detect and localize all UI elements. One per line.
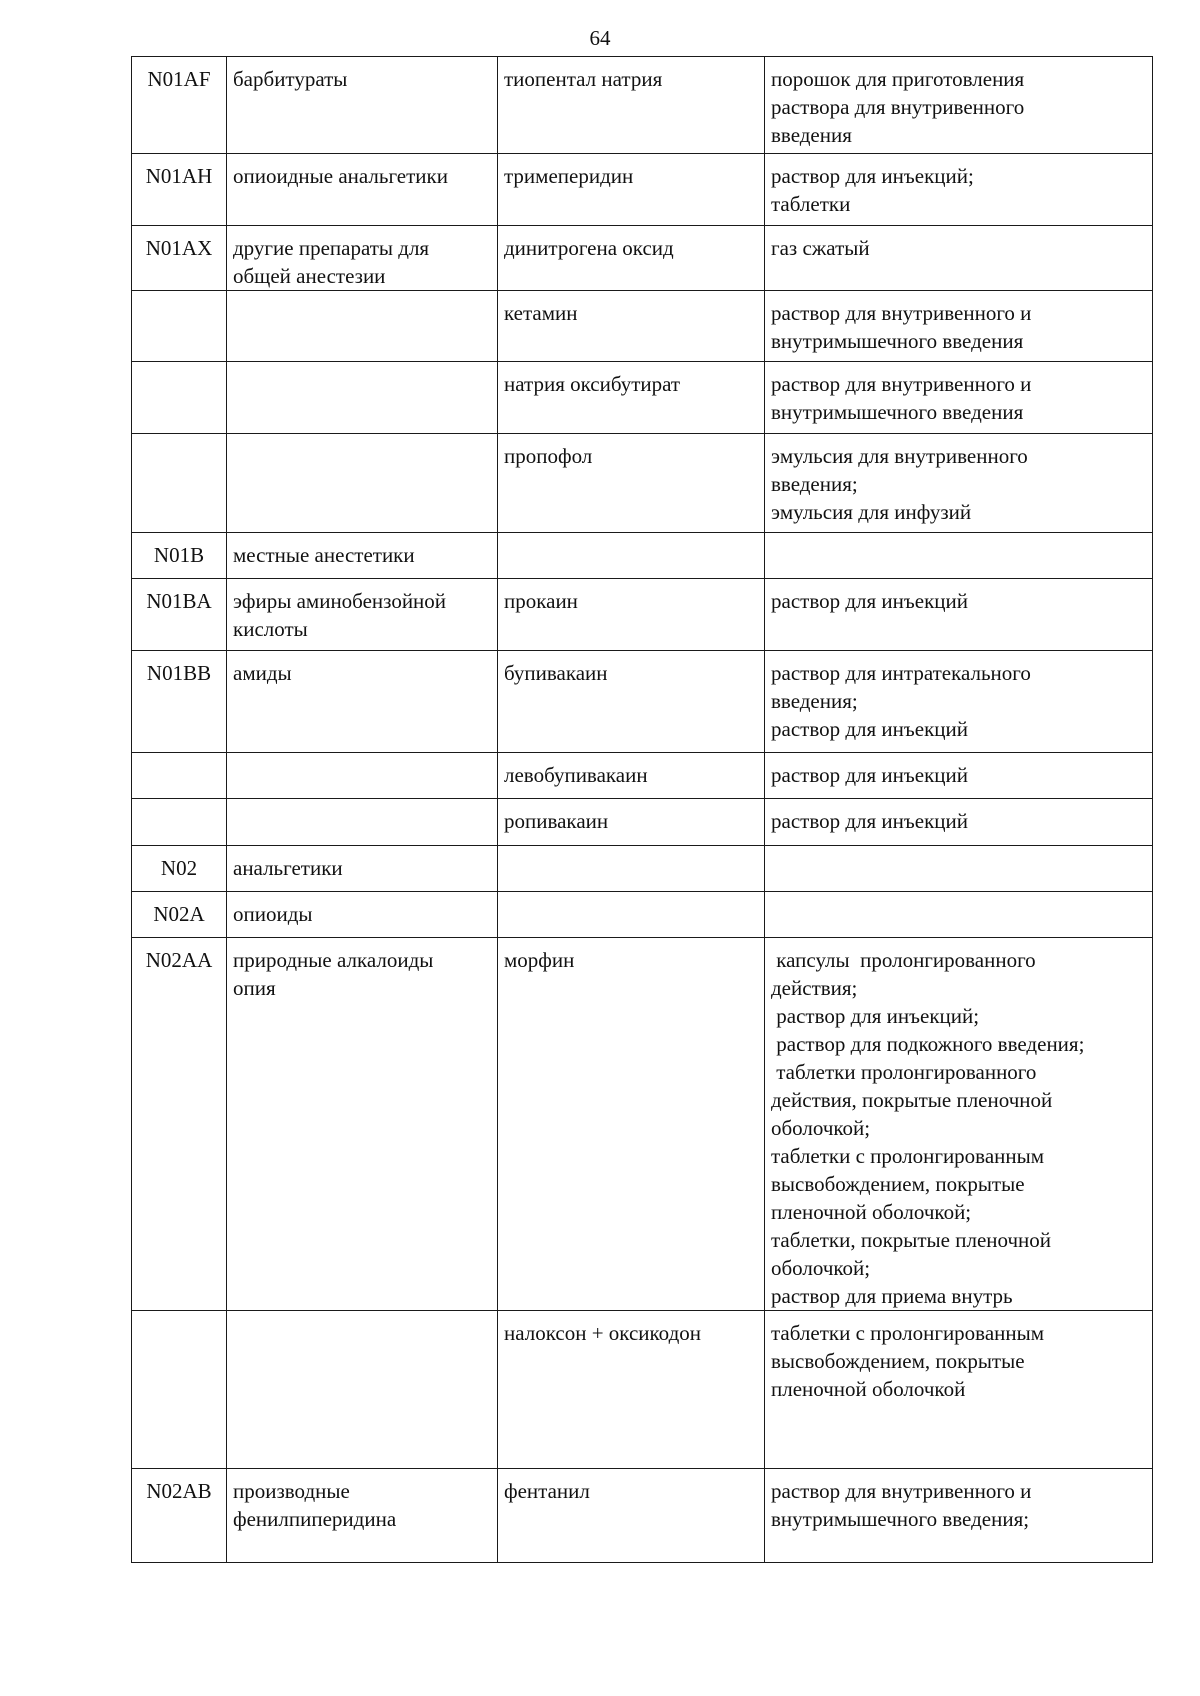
cell-line: раствор для инъекций; (771, 164, 974, 188)
cell-line: эфиры аминобензойной (233, 589, 447, 613)
dosage-form-cell (765, 533, 1153, 579)
group-cell (227, 434, 498, 533)
cell-line: таблетки с пролонгированным (771, 1321, 1045, 1345)
dosage-form-cell (765, 799, 1153, 846)
dosage-form-cell (765, 1311, 1153, 1469)
cell-line: барбитураты (233, 67, 348, 91)
dosage-form-cell (765, 226, 1153, 291)
cell-line: таблетки, покрытые пленочной (771, 1228, 1052, 1252)
code-cell (132, 291, 227, 362)
cell-line: кетамин (504, 301, 578, 325)
group-cell (227, 846, 498, 892)
cell-line: раствор для инъекций (771, 589, 968, 613)
cell-line: внутримышечного введения (771, 329, 1024, 353)
code-cell: N01BB (132, 651, 227, 753)
cell-line: раствор для инъекций (771, 809, 968, 833)
table-row (132, 57, 1153, 154)
drug-cell (498, 1469, 765, 1563)
cell-line: раствор для внутривенного и (771, 372, 1032, 396)
table-row (132, 579, 1153, 651)
cell-line: кислоты (233, 617, 308, 641)
cell-line: эмульсия для инфузий (771, 500, 972, 524)
code-cell (132, 799, 227, 846)
cell-line: эмульсия для внутривенного (771, 444, 1028, 468)
cell-line: раствор для инъекций (771, 763, 968, 787)
code-cell (132, 434, 227, 533)
cell-line: газ сжатый (771, 236, 870, 260)
cell-line: налоксон + оксикодон (504, 1321, 701, 1345)
table-row (132, 362, 1153, 434)
group-cell (227, 154, 498, 226)
code-cell: N02 (132, 846, 227, 892)
cell-line: введения; (771, 472, 858, 496)
drug-cell (498, 226, 765, 291)
cell-line: пропофол (504, 444, 593, 468)
cell-line: пленочной оболочкой (771, 1377, 966, 1401)
drug-cell (498, 938, 765, 1311)
cell-line: опиоидные анальгетики (233, 164, 448, 188)
cell-line: раствор для интратекального (771, 661, 1031, 685)
table-row (132, 154, 1153, 226)
group-cell (227, 362, 498, 434)
cell-line: местные анестетики (233, 543, 415, 567)
table-body (132, 57, 1153, 1563)
cell-line: левобупивакаин (504, 763, 648, 787)
table-row (132, 291, 1153, 362)
table-row (132, 753, 1153, 799)
drug-cell (498, 892, 765, 938)
drug-cell (498, 154, 765, 226)
cell-line: таблетки (771, 192, 851, 216)
cell-line: фентанил (504, 1479, 590, 1503)
dosage-form-cell (765, 57, 1153, 154)
cell-line: раствор для приема внутрь (771, 1284, 1013, 1308)
cell-line: фенилпиперидина (233, 1507, 397, 1531)
cell-line: раствор для внутривенного и (771, 1479, 1032, 1503)
cell-line: действия, покрытые пленочной (771, 1088, 1053, 1112)
cell-line: введения (771, 123, 852, 147)
code-cell: N01AF (132, 57, 227, 154)
cell-line: раствор для инъекций; (771, 1004, 980, 1028)
cell-line: опиоиды (233, 902, 313, 926)
dosage-form-cell (765, 651, 1153, 753)
drug-cell (498, 1311, 765, 1469)
code-cell: N01AX (132, 226, 227, 291)
cell-line: динитрогена оксид (504, 236, 674, 260)
cell-line: производные (233, 1479, 350, 1503)
table-row (132, 533, 1153, 579)
cell-line: анальгетики (233, 856, 343, 880)
table-row (132, 1311, 1153, 1469)
cell-line: оболочкой; (771, 1256, 871, 1280)
group-cell (227, 579, 498, 651)
drug-cell (498, 57, 765, 154)
dosage-form-cell (765, 753, 1153, 799)
table-row (132, 651, 1153, 753)
cell-line: таблетки пролонгированного (771, 1060, 1037, 1084)
group-cell (227, 226, 498, 291)
group-cell (227, 938, 498, 1311)
cell-line: введения; (771, 689, 858, 713)
cell-line: общей анестезии (233, 264, 386, 288)
code-cell: N01B (132, 533, 227, 579)
group-cell (227, 1469, 498, 1563)
table-row (132, 846, 1153, 892)
cell-line: внутримышечного введения (771, 400, 1024, 424)
dosage-form-cell (765, 846, 1153, 892)
cell-line: натрия оксибутират (504, 372, 681, 396)
drug-cell (498, 651, 765, 753)
page-number: 64 (589, 26, 611, 50)
code-cell (132, 362, 227, 434)
group-cell (227, 533, 498, 579)
cell-line: тиопентал натрия (504, 67, 663, 91)
table-row (132, 892, 1153, 938)
code-cell (132, 1311, 227, 1469)
cell-line: раствор для подкожного введения; (771, 1032, 1085, 1056)
cell-line: оболочкой; (771, 1116, 871, 1140)
code-cell: N02AA (132, 938, 227, 1311)
dosage-form-cell (765, 938, 1153, 1311)
cell-line: другие препараты для (233, 236, 430, 260)
code-cell: N01BA (132, 579, 227, 651)
cell-line: природные алкалоиды (233, 948, 434, 972)
group-cell (227, 57, 498, 154)
cell-line: ропивакаин (504, 809, 609, 833)
table-row (132, 434, 1153, 533)
dosage-form-cell (765, 892, 1153, 938)
cell-line: раствор для внутривенного и (771, 301, 1032, 325)
table-row (132, 226, 1153, 291)
dosage-form-cell (765, 291, 1153, 362)
table-row (132, 799, 1153, 846)
cell-line: порошок для приготовления (771, 67, 1025, 91)
group-cell (227, 799, 498, 846)
dosage-form-cell (765, 579, 1153, 651)
drug-cell (498, 533, 765, 579)
cell-line: капсулы пролонгированного (771, 948, 1036, 972)
cell-line: тримеперидин (504, 164, 634, 188)
cell-line: пленочной оболочкой; (771, 1200, 972, 1224)
dosage-form-cell (765, 154, 1153, 226)
code-cell: N01AH (132, 154, 227, 226)
code-cell: N02AB (132, 1469, 227, 1563)
code-cell: N02A (132, 892, 227, 938)
drug-cell (498, 434, 765, 533)
drug-cell (498, 799, 765, 846)
drug-cell (498, 291, 765, 362)
cell-line: опия (233, 976, 276, 1000)
drug-cell (498, 362, 765, 434)
cell-line: раствор для инъекций (771, 717, 968, 741)
drug-cell (498, 846, 765, 892)
cell-line: бупивакаин (504, 661, 608, 685)
cell-line: амиды (233, 661, 292, 685)
code-cell (132, 753, 227, 799)
cell-line: раствора для внутривенного (771, 95, 1025, 119)
group-cell (227, 651, 498, 753)
table-row (132, 938, 1153, 1311)
group-cell (227, 753, 498, 799)
cell-line: высвобождением, покрытые (771, 1349, 1025, 1373)
cell-line: прокаин (504, 589, 578, 613)
group-cell (227, 1311, 498, 1469)
table-row (132, 1469, 1153, 1563)
cell-line: внутримышечного введения; (771, 1507, 1030, 1531)
drug-cell (498, 579, 765, 651)
group-cell (227, 291, 498, 362)
drug-cell (498, 753, 765, 799)
dosage-form-cell (765, 362, 1153, 434)
dosage-form-cell (765, 434, 1153, 533)
cell-line: таблетки с пролонгированным (771, 1144, 1045, 1168)
group-cell (227, 892, 498, 938)
drug-table (131, 56, 1153, 1563)
cell-line: морфин (504, 948, 575, 972)
cell-line: высвобождением, покрытые (771, 1172, 1025, 1196)
cell-line: действия; (771, 976, 858, 1000)
dosage-form-cell (765, 1469, 1153, 1563)
